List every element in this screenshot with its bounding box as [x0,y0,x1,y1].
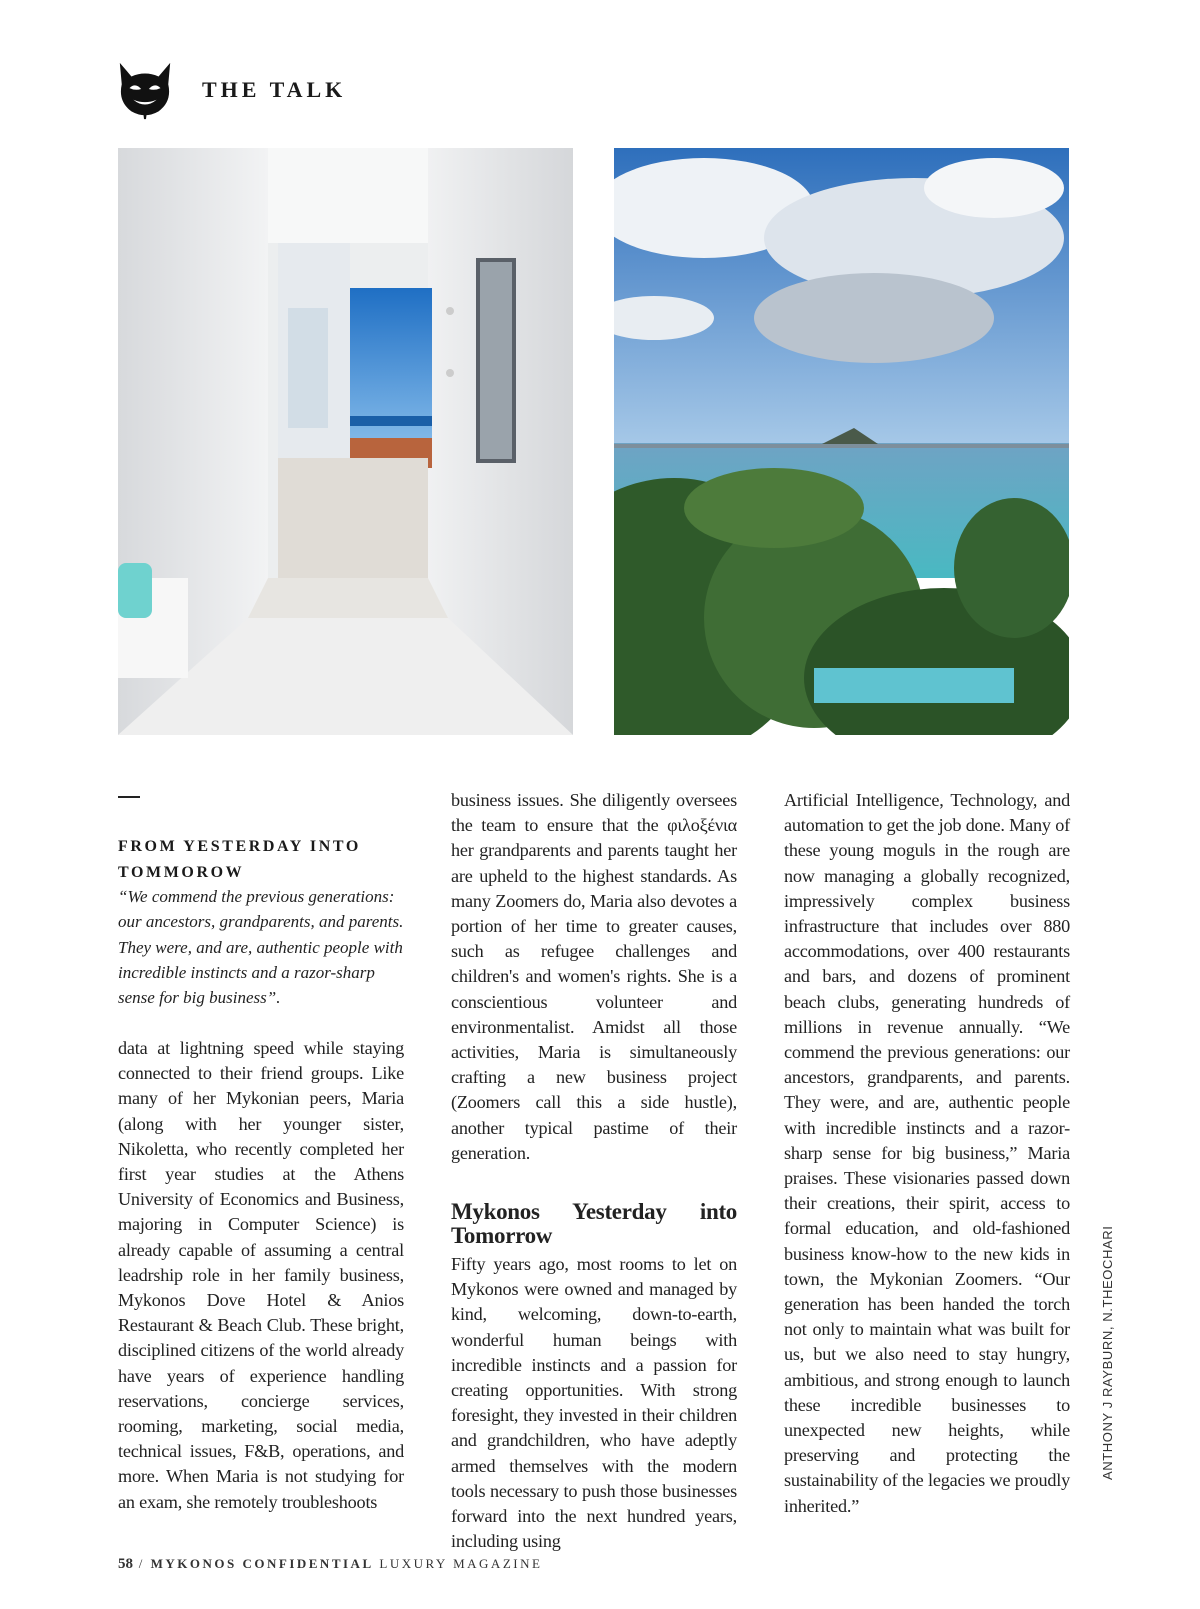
article-column-1 [118,1036,404,1515]
page-footer [118,1556,542,1573]
body-paragraph: Fifty years ago, most rooms to let on Mykonos were owned and managed by kind, welcoming, down-to-earth, wonderful human beings with incredible instincts and a passion for creating opportunities. With strong foresight, they invested in their children and grandchildren, who have adeptly armed themselves with the modern tools necessary to push those businesses forward into the next hundred years, including using [451,1254,737,1552]
footer-separator: / [133,1556,151,1571]
page-header [114,60,346,120]
cat-face-logo-icon [114,59,176,121]
article-column-3 [784,788,1070,1519]
magazine-suffix: LUXURY MAGAZINE [373,1556,543,1571]
magazine-name: MYKONOS CONFIDENTIAL [150,1556,374,1571]
section-title: THE TALK [202,77,347,102]
page-number: 58 [118,1556,133,1572]
article-column-2 [451,788,737,1554]
photo-credit: ANTHONY J RAYBURN, N.THEOCHARI [1100,1225,1115,1480]
seaside-palms-photo [614,148,1069,735]
pull-quote-title: FROM YESTERDAY INTO TOMMOROW [118,838,361,881]
pull-quote-text: “We commend the previous generations: our ancestors, grandparents, and parents. They were, and are, authentic people with incredible instincts and a razor-sharp sense for big business”. [118,887,404,1008]
body-paragraph: business issues. She diligently oversees the team to ensure that the φιλοξένια her grandparents and parents taught her are upheld to the highest standards. As many Zoomers do, Maria also devotes a portion of her time to greater causes, such as refugee challenges and children's and women's rights. She is a conscientious volunteer and environmentalist. Amidst all those activities, Maria is simultaneously crafting a new business project (Zoomers call this a side hustle), another typical pastime of their generation. [451,790,737,1163]
hotel-corridor-photo [118,148,573,735]
body-paragraph: data at lightning speed while staying connected to their friend groups. Like many of her Mykonian peers, Maria (along with her younger sister, Nikoletta, who recently completed her first year studies at the Athens University of Economics and Business, majoring in Computer Science) is already capable of assuming a central leadrship role in her family business, Mykonos Dove Hotel & Anios Restaurant & Beach Club. These bright, disciplined citizens of the world already have years of experience handling reservations, concierge services, rooming, marketing, social media, technical issues, F&B, operations, and more. When Maria is not studying for an exam, she remotely troubleshoots [118,1038,404,1512]
body-paragraph: Artificial Intelligence, Technology, and automation to get the job done. Many of these young moguls in the rough are now managing a globally recognized, impressively complex business infrastructure that includes over 880 accommodations, over 400 restaurants and bars, and dozens of prominent beach clubs, generating hundreds of millions in revenue annually. “We commend the previous generations: our ancestors, grandparents, and parents. They were, and are, authentic people with incredible instincts and a razor-sharp sense for big business,” Maria praises. These visionaries passed down their creations, their spirit, access to formal education, and old-fashioned business know-how to the new kids in town, the Mykonian Zoomers. “Our generation has been handed the torch not only to maintain what was built for us, but we also need to stay hungry, ambitious, and strong enough to launch these incredible businesses to unexpected new heights, while preserving and protecting the sustainability of the legacies we proudly inherited.” [784,790,1070,1516]
section-subheading: Mykonos Yesterday into Tomorrow [451,1199,737,1249]
divider-dash [118,796,140,798]
